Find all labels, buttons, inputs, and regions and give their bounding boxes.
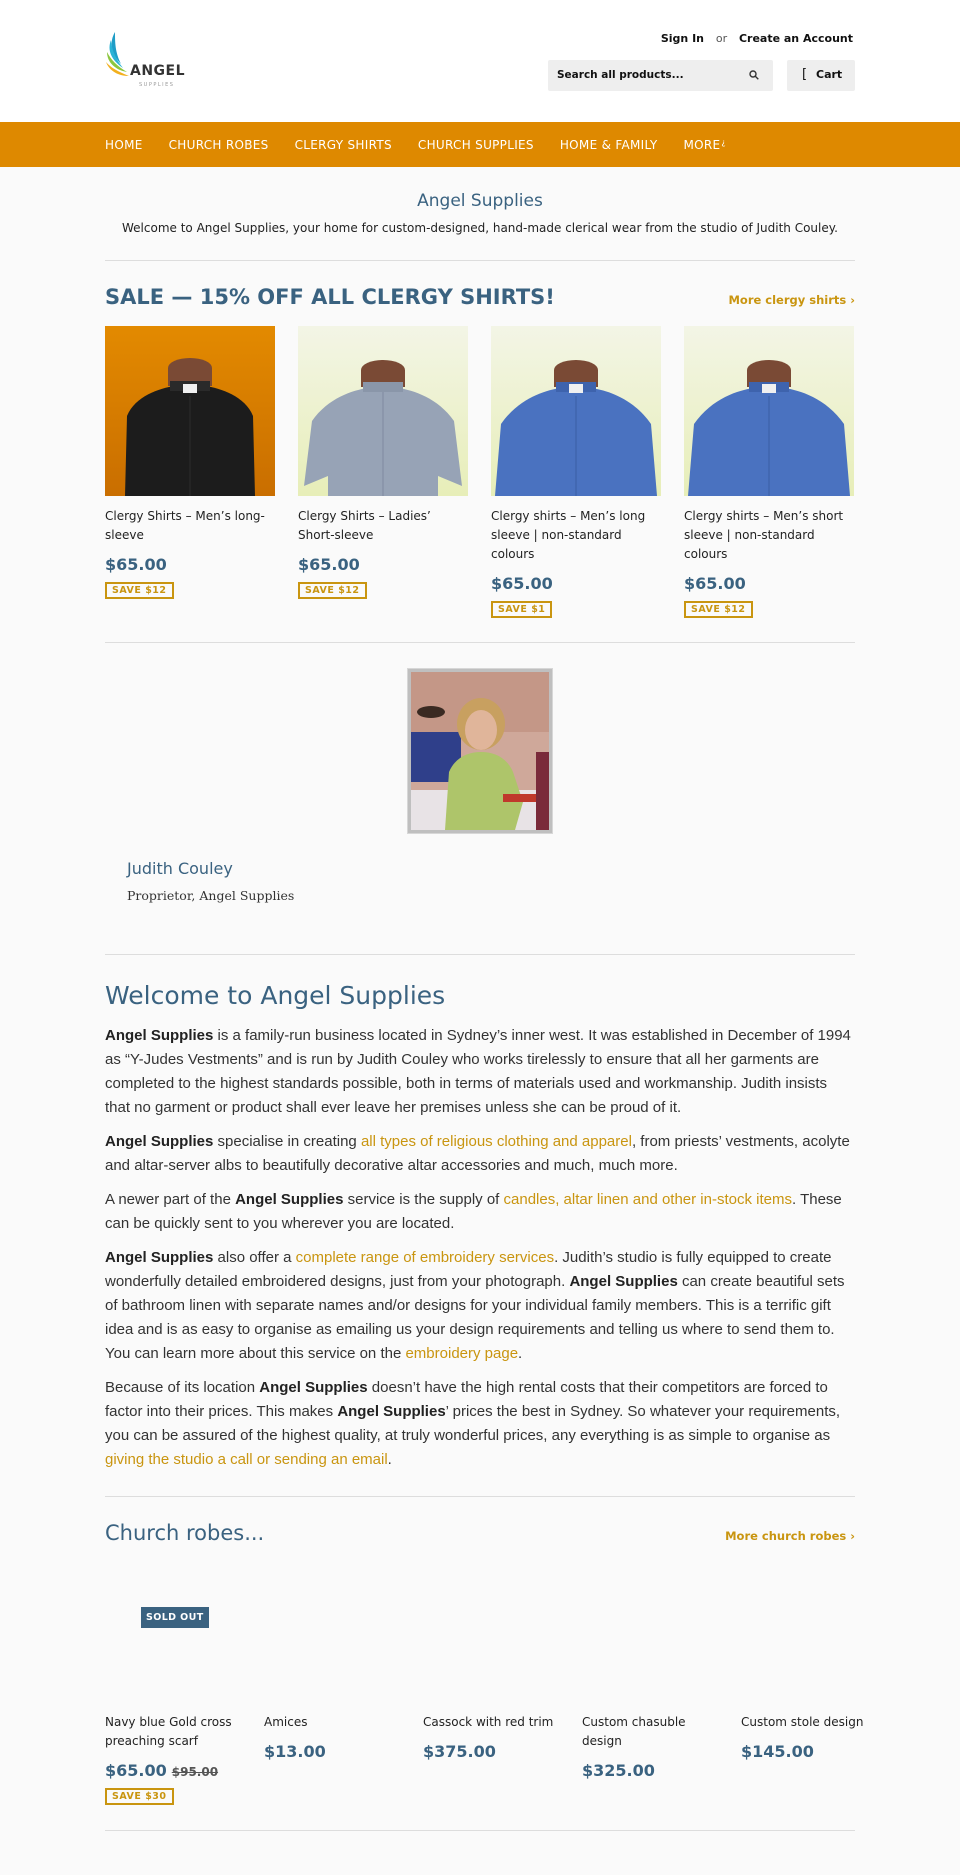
brand-name: Angel Supplies: [259, 1379, 368, 1396]
product-card[interactable]: [741, 1562, 881, 1805]
more-clergy-shirts-link[interactable]: More clergy shirts ›: [728, 293, 855, 307]
nav-label: HOME & FAMILY: [559, 137, 658, 152]
product-image[interactable]: [423, 1562, 563, 1702]
welcome-section: [105, 981, 855, 1496]
sale-title: SALE — 15% OFF ALL CLERGY SHIRTS!: [105, 285, 555, 309]
product-title[interactable]: Custom stole design: [741, 1715, 864, 1729]
product-price: $65.00: [105, 555, 167, 574]
paragraph-text: .: [387, 1451, 392, 1468]
in-stock-items-link[interactable]: candles, altar linen and other in-stock items: [503, 1191, 792, 1208]
nav-item-church-supplies[interactable]: [418, 138, 534, 152]
nav-item-home[interactable]: [105, 138, 143, 152]
divider: [105, 954, 855, 955]
product-card[interactable]: [105, 1562, 245, 1805]
brand-name: Angel Supplies: [235, 1191, 344, 1208]
more-church-robes-link[interactable]: More church robes ›: [725, 1529, 855, 1543]
nav-label: HOME: [105, 137, 143, 152]
divider: [105, 1830, 855, 1831]
brand-name: Angel Supplies: [105, 1249, 214, 1266]
intro-title: Angel Supplies: [417, 191, 543, 211]
nav-item-church-robes[interactable]: [169, 138, 269, 152]
product-price: $65.00: [298, 555, 360, 574]
cart-icon: [: [802, 67, 808, 82]
or-text: or: [715, 32, 728, 45]
paragraph-text: can create beautiful sets of bathroom linen with separate names and/or designs for your individual family members. This is a terrific gift idea and is as easy to organise as emailing us your design requirements and telling us where to send them to. You can learn more about this service on the: [105, 1273, 845, 1362]
nav-label: MORE: [683, 137, 721, 152]
religious-clothing-link[interactable]: all types of religious clothing and apparel: [360, 1133, 632, 1150]
product-card[interactable]: [582, 1562, 722, 1805]
product-title[interactable]: Clergy Shirts – Ladies’ Short-sleeve: [298, 509, 431, 542]
paragraph-text: . These can be quickly sent to you wherever you are located.: [105, 1191, 842, 1232]
paragraph-text: doesn’t have the high rental costs that their competitors are forced to factor into their prices. This makes: [105, 1379, 828, 1420]
product-card[interactable]: [423, 1562, 563, 1805]
product-image[interactable]: [264, 1562, 404, 1702]
welcome-paragraph: [105, 1130, 855, 1178]
embroidery-page-link[interactable]: embroidery page: [405, 1345, 519, 1362]
chevron-down-icon: ¿: [721, 137, 726, 147]
logo-wordmark: ANGEL: [130, 63, 186, 79]
paragraph-text: service is the supply of: [343, 1191, 504, 1208]
search-icon[interactable]: [749, 70, 759, 83]
nav-label: CHURCH ROBES: [168, 137, 269, 152]
paragraph-text: is a family-run business located in Sydney’s inner west. It was established in December of 1994 as “Y-Judes Vestments” and is run by Judith Couley who works tirelessly to ensure that all her garments are completed to the highest standards possible, both in terms of materials used and workmanship. Judith insists that no garment or product shall ever leave her premises unless she can be proud of it.: [105, 1027, 851, 1116]
save-badge: SAVE $1: [491, 601, 552, 618]
product-image[interactable]: [741, 1562, 881, 1702]
search-input[interactable]: [548, 60, 773, 91]
product-image[interactable]: [105, 326, 275, 496]
person-role: Proprietor, Angel Supplies: [127, 888, 295, 903]
product-title[interactable]: Clergy Shirts – Men’s long-sleeve: [105, 509, 265, 542]
main-nav: [0, 122, 960, 167]
cart-button[interactable]: [787, 60, 855, 91]
robes-title: Church robes...: [105, 1521, 265, 1545]
account-links: [661, 32, 853, 45]
portrait-photo: [407, 668, 553, 834]
welcome-paragraph: [105, 1188, 855, 1236]
divider: [105, 642, 855, 643]
paragraph-text: . Judith’s studio is fully equipped to create wonderfully detailed embroidered designs, just from your photograph.: [105, 1249, 832, 1290]
site-logo[interactable]: [105, 30, 195, 92]
product-title[interactable]: Navy blue Gold cross preaching scarf: [105, 1715, 232, 1748]
product-card[interactable]: [298, 326, 468, 618]
product-card[interactable]: [105, 326, 275, 618]
person-name: Judith Couley: [127, 859, 233, 878]
product-price: [105, 1761, 245, 1780]
paragraph-text: specialise in creating: [213, 1133, 361, 1150]
product-title[interactable]: Custom chasuble design: [582, 1715, 686, 1748]
welcome-title: Welcome to Angel Supplies: [105, 981, 446, 1010]
product-image[interactable]: [105, 1562, 245, 1702]
product-image[interactable]: [684, 326, 854, 496]
site-header: [0, 0, 960, 122]
paragraph-text: Because of its location: [105, 1379, 260, 1396]
product-card[interactable]: [684, 326, 854, 618]
price-original: $95.00: [171, 1765, 219, 1779]
paragraph-text: , from priests’ vestments, acolyte and altar-server albs to beautifully decorative altar accessories and much, much more.: [105, 1133, 850, 1174]
welcome-paragraph: [105, 1246, 855, 1366]
product-image[interactable]: [582, 1562, 722, 1702]
product-image[interactable]: [491, 326, 661, 496]
product-price: $65.00: [491, 574, 553, 593]
save-badge: SAVE $12: [298, 582, 367, 599]
create-account-link[interactable]: Create an Account: [738, 32, 853, 45]
save-badge: SAVE $30: [105, 1788, 174, 1805]
sold-out-badge: SOLD OUT: [141, 1607, 209, 1628]
welcome-paragraph: [105, 1376, 855, 1472]
nav-item-home-family[interactable]: [560, 138, 658, 152]
search-placeholder: Search all products...: [557, 69, 684, 81]
save-badge: SAVE $12: [105, 582, 174, 599]
embroidery-services-link[interactable]: complete range of embroidery services: [295, 1249, 555, 1266]
product-title[interactable]: Cassock with red trim: [423, 1715, 554, 1729]
paragraph-text: ’ prices the best in Sydney. So whatever your requirements, you can be assured of the highest quality, at truly wonderful prices, any everything is as simple to organise as: [105, 1403, 841, 1444]
brand-name: Angel Supplies: [105, 1027, 214, 1044]
product-price: $375.00: [423, 1742, 496, 1761]
product-price: $325.00: [582, 1761, 655, 1780]
product-card[interactable]: [491, 326, 661, 618]
paragraph-text: also offer a: [213, 1249, 296, 1266]
product-price: $65.00: [684, 574, 746, 593]
paragraph-text: .: [518, 1345, 523, 1362]
sign-in-link[interactable]: Sign In: [660, 32, 704, 45]
product-price: $145.00: [741, 1742, 814, 1761]
cart-label: Cart: [816, 68, 843, 81]
brand-name: Angel Supplies: [569, 1273, 678, 1290]
paragraph-text: A newer part of the: [105, 1191, 236, 1208]
brand-name: Angel Supplies: [337, 1403, 446, 1420]
save-badge: SAVE $12: [684, 601, 753, 618]
nav-item-clergy-shirts[interactable]: [295, 138, 392, 152]
product-title[interactable]: Amices: [264, 1715, 308, 1729]
welcome-paragraph: [105, 1024, 855, 1120]
logo-tagline: SUPPLIES: [139, 82, 175, 88]
intro-text: Welcome to Angel Supplies, your home for custom-designed, hand-made clerical wear from the studio of Judith Couley.: [122, 221, 838, 235]
brand-name: Angel Supplies: [105, 1133, 214, 1150]
product-title[interactable]: Clergy shirts – Men’s short sleeve | non-standard colours: [684, 509, 844, 561]
product-title[interactable]: Clergy shirts – Men’s long sleeve | non-standard colours: [491, 509, 646, 561]
nav-label: CHURCH SUPPLIES: [417, 137, 534, 152]
product-price: $13.00: [264, 1742, 326, 1761]
price-current: $65.00: [105, 1761, 167, 1780]
contact-link[interactable]: giving the studio a call or sending an email: [105, 1451, 388, 1468]
nav-label: CLERGY SHIRTS: [294, 137, 392, 152]
product-card[interactable]: [264, 1562, 404, 1805]
product-image[interactable]: [298, 326, 468, 496]
nav-item-more[interactable]: [683, 138, 725, 152]
